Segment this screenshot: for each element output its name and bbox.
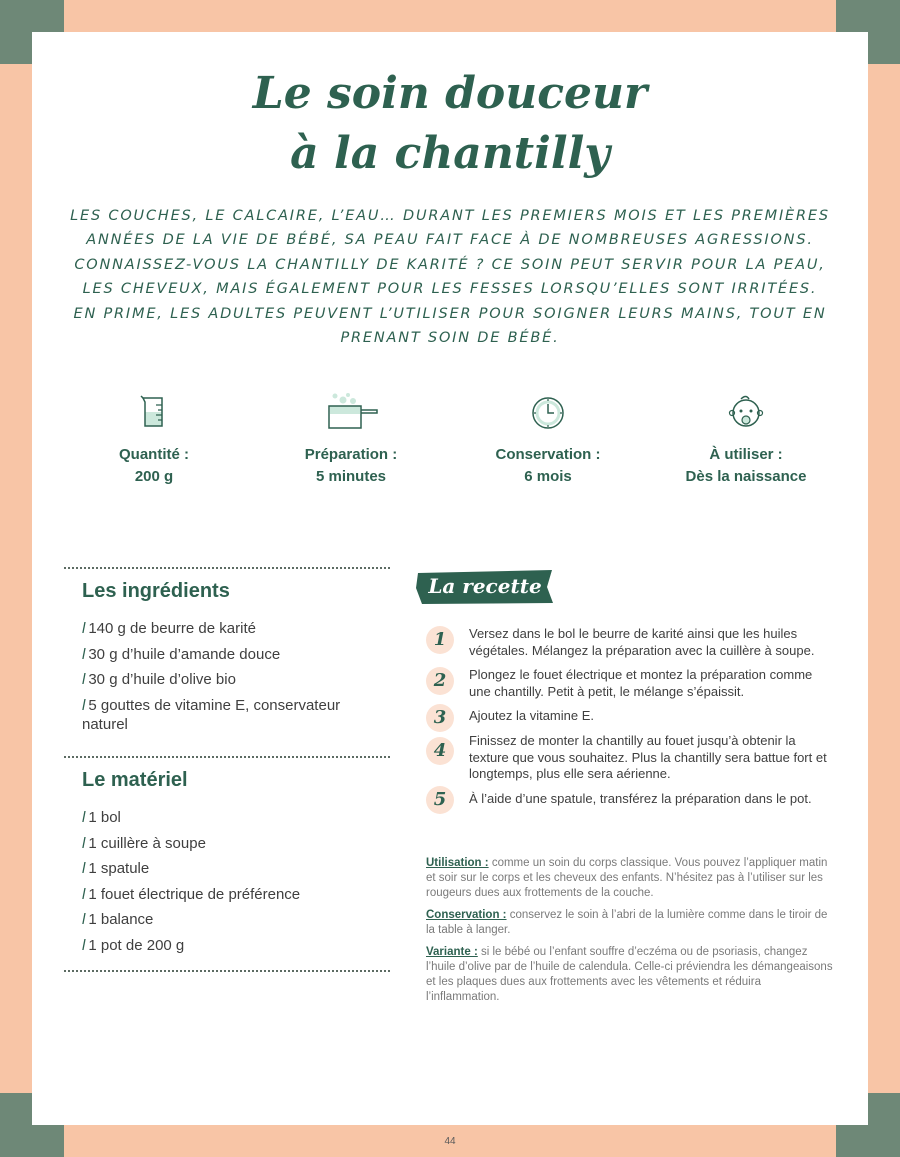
step-text: Versez dans le bol le beurre de karité ainsi que les huiles végétales. Mélangez la préparation avec la cuillère à soupe. bbox=[469, 626, 815, 658]
item-marker-icon: ɫ bbox=[82, 620, 86, 637]
materiel-item: ɫ 1 spatule bbox=[82, 860, 150, 877]
title-line-1: Le soin douceur bbox=[252, 68, 648, 119]
materiel-item: ɫ 1 bol bbox=[82, 809, 121, 826]
item-marker-icon: ɫ bbox=[82, 936, 86, 954]
stat-preparation bbox=[251, 390, 451, 488]
item-marker-icon: ɫ bbox=[82, 809, 86, 826]
materiel-item: ɫ 1 cuillère à soupe bbox=[82, 834, 206, 852]
item-marker-icon: ɫ bbox=[82, 645, 86, 663]
ingredient-item: ɫ 5 gouttes de vitamine E, conservateur naturel bbox=[82, 696, 341, 733]
step-number: 1 bbox=[426, 626, 454, 654]
baby-face-icon bbox=[723, 390, 769, 436]
note-conservation bbox=[426, 908, 836, 938]
note-variante bbox=[426, 945, 836, 1005]
note-text: si le bébé ou l’enfant souffre d’eczéma ou de psoriasis, changez l’huile d’olive par de l’huile de calendula. Celle-ci préviendra les démangeaisons et les plaques dues aux frottements avec les vêtements et réduira l’inflammation. bbox=[426, 946, 833, 1003]
item-marker-icon: ɫ bbox=[82, 696, 86, 714]
note-utilisation bbox=[426, 856, 836, 901]
step-text: À l’aide d’une spatule, transférez la préparation dans le pot. bbox=[469, 791, 812, 806]
saucepan-icon bbox=[321, 390, 381, 436]
stat-quantity-label: Quantité : bbox=[119, 446, 189, 463]
divider-middle bbox=[64, 756, 390, 758]
step-text: Finissez de monter la chantilly au fouet jusqu’à obtenir la texture que vous souhaitez. Plus la chantilly sera battue fort et longtemps, plus elle sera aérienne. bbox=[469, 733, 827, 781]
stat-usage bbox=[646, 390, 846, 488]
step-number: 2 bbox=[426, 667, 454, 695]
item-marker-icon: ɫ bbox=[82, 885, 86, 903]
title-line-2: à la chantilly bbox=[290, 128, 610, 179]
divider-bottom bbox=[64, 970, 390, 972]
item-marker-icon: ɫ bbox=[82, 911, 86, 928]
ingredient-item: ɫ 140 g de beurre de karité bbox=[82, 620, 256, 637]
step-number: 3 bbox=[426, 704, 454, 732]
ingredients-title: Les ingrédients bbox=[82, 580, 230, 602]
divider-top bbox=[64, 567, 390, 569]
ingredient-item: ɫ 30 g d’huile d’amande douce bbox=[82, 645, 281, 663]
stat-conservation-label: Conservation : bbox=[495, 446, 601, 463]
step-number: 5 bbox=[426, 786, 454, 814]
materiel-item: ɫ 1 fouet électrique de préférence bbox=[82, 885, 301, 903]
recipe-banner-label: La recette bbox=[428, 574, 542, 598]
materiel-list bbox=[82, 808, 382, 961]
stat-conservation-value: 6 mois bbox=[524, 468, 572, 485]
note-label: Conservation : bbox=[426, 909, 507, 921]
stat-usage-label: À utiliser : bbox=[709, 446, 783, 463]
recipe-banner bbox=[416, 570, 554, 604]
measuring-cup-icon bbox=[131, 390, 177, 436]
item-marker-icon: ɫ bbox=[82, 860, 86, 877]
page-title bbox=[0, 64, 900, 184]
materiel-title: Le matériel bbox=[82, 769, 188, 791]
note-text: comme un soin du corps classique. Vous pouvez l’appliquer matin et soir sur le corps et les cheveux des enfants. N’hésitez pas à l’utiliser sur les rougeurs dues aux frottements de la couche. bbox=[426, 857, 828, 899]
page-number: 44 bbox=[444, 1136, 456, 1147]
note-text: conservez le soin à l’abri de la lumière comme dans le tiroir de la table à langer. bbox=[426, 909, 828, 936]
step-text: Plongez le fouet électrique et montez la préparation comme une chantilly. Petit à petit, le mélange s’épaissit. bbox=[469, 667, 813, 699]
stat-quantity bbox=[54, 390, 254, 488]
intro-paragraph: LES COUCHES, LE CALCAIRE, L’EAU… DURANT LES PREMIERS MOIS ET LES PREMIÈRES ANNÉES DE LA VIE DE BÉBÉ, SA PEAU FAIT FACE À DE NOMBREUSES AGRESSIONS. CONNAISSEZ-VOUS LA CHANTILLY DE KARITÉ ? CE SOIN PEUT SERVIR POUR LA PEAU, LES CHEVEUX, MAIS ÉGALEMENT POUR LES FESSES LORSQU’ELLES SONT IRRITÉES. EN PRIME, LES ADULTES PEUVENT L’UTILISER POUR SOIGNER LEURS MAINS, TOUT EN PRENANT SOIN DE BÉBÉ. bbox=[70, 208, 830, 347]
materiel-item: ɫ 1 pot de 200 g bbox=[82, 936, 185, 954]
stat-usage-value: Dès la naissance bbox=[685, 468, 807, 485]
stat-preparation-label: Préparation : bbox=[304, 446, 398, 463]
note-label: Utilisation : bbox=[426, 857, 489, 869]
item-marker-icon: ɫ bbox=[82, 834, 86, 852]
ingredient-item: ɫ 30 g d’huile d’olive bio bbox=[82, 671, 236, 688]
item-marker-icon: ɫ bbox=[82, 671, 86, 688]
step-number: 4 bbox=[426, 737, 454, 765]
stat-quantity-value: 200 g bbox=[134, 468, 174, 485]
note-label: Variante : bbox=[426, 946, 478, 958]
stat-conservation bbox=[448, 390, 648, 488]
stat-preparation-value: 5 minutes bbox=[315, 468, 387, 485]
step-text: Ajoutez la vitamine E. bbox=[469, 708, 595, 723]
clock-icon bbox=[525, 390, 571, 436]
materiel-item: ɫ 1 balance bbox=[82, 911, 154, 928]
ingredients-list bbox=[82, 619, 382, 740]
